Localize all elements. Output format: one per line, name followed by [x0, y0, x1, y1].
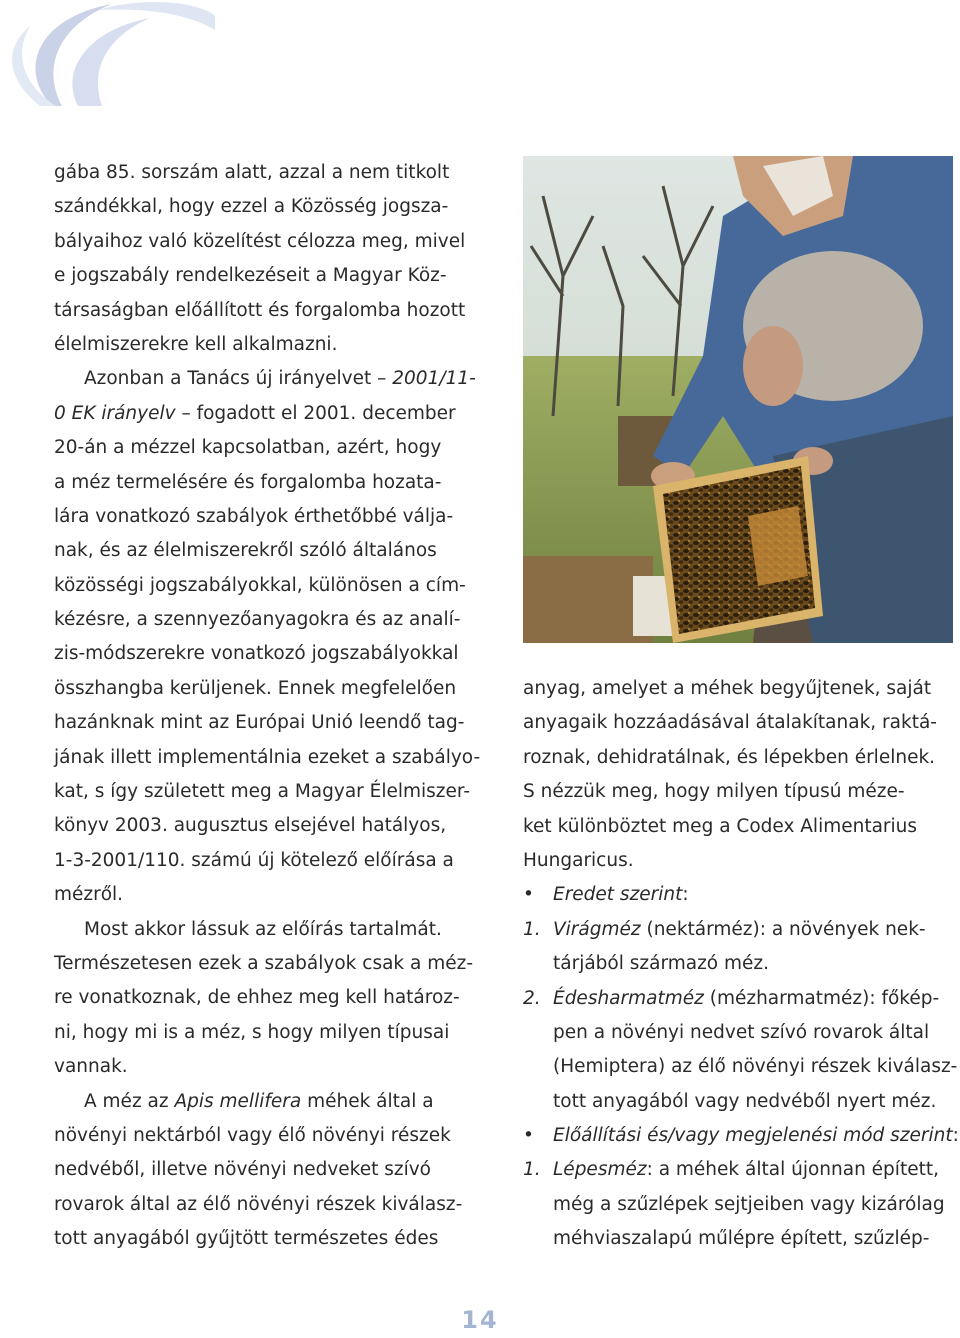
numbered-item: 1. Virágméz (nektárméz): a növények nek-	[523, 918, 926, 940]
text-line: kat, s így született meg a Magyar Élelmiszer-	[54, 781, 470, 803]
bullet-icon: •	[523, 884, 534, 906]
text-line: 0 EK irányelv – fogadott el 2001. december	[54, 402, 456, 424]
text-line: szándékkal, hogy ezzel a Közösség jogsza-	[54, 196, 449, 218]
text-line: tott anyagából vagy nedvéből nyert méz.	[553, 1090, 937, 1112]
text-line: tott anyagából gyűjtött természetes édes	[54, 1228, 439, 1250]
directive-number: 2001/11-	[392, 368, 476, 390]
species-name: Apis mellifera	[174, 1090, 302, 1112]
page-number: 14	[461, 1306, 499, 1334]
text-line: a méz termelésére és forgalomba hozata-	[54, 471, 442, 493]
text-line: hazánknak mint az Európai Unió leendő tag-	[54, 712, 465, 734]
numbered-item: 1. Lépesméz: a méhek által újonnan épített,	[523, 1159, 939, 1181]
text-line: bályaihoz való közelítést célozza meg, mivel	[54, 230, 466, 252]
text-line: még a szűzlépek sejtjeiben vagy kizárólag	[553, 1193, 945, 1215]
text-line: re vonatkoznak, de ehhez meg kell határoz-	[54, 987, 460, 1009]
text-line: A méz az Apis mellifera méhek által a	[84, 1090, 434, 1112]
text-line: rovarok által az élő növényi részek kiválasz-	[54, 1193, 463, 1215]
text-line: ket különböztet meg a Codex Alimentarius	[523, 815, 918, 837]
text-line: kézésre, a szennyezőanyagokra és az analí-	[54, 609, 461, 631]
bullet-item: • Előállítási és/vagy megjelenési mód szerint:	[523, 1119, 953, 1153]
bullet-item: • Eredet szerint:	[523, 878, 953, 912]
text-line: összhangba kerüljenek. Ennek megfelelően	[54, 677, 457, 699]
text-line: Most akkor lássuk az előírás tartalmát.	[84, 918, 442, 940]
text-line: élelmiszerekre kell alkalmazni.	[54, 333, 338, 355]
text-line: ni, hogy mi is a méz, s hogy milyen típusai	[54, 1021, 450, 1043]
text-line: könyv 2003. augusztus elsejével hatályos,	[54, 815, 447, 837]
publisher-logo	[0, 0, 215, 110]
text-line: társaságban előállított és forgalomba hozott	[54, 299, 466, 321]
bullet-icon: •	[523, 1125, 534, 1147]
numbered-item: 2. Édesharmatméz (mézharmatméz): főkép-	[523, 987, 940, 1009]
text-line: nak, és az élelmiszerekről szóló általános	[54, 540, 437, 562]
text-line: jának illett implementálnia ezeket a szabályo-	[54, 746, 481, 768]
text-line: anyagaik hozzáadásával átalakítanak, raktá-	[523, 712, 937, 734]
text-line: roznak, dehidratálnak, és lépekben érlelnek.	[523, 746, 936, 768]
text-line: méhviaszalapú műlépre épített, szűzlép-	[553, 1228, 930, 1250]
text-line: Természetesen ezek a szabályok csak a méz-	[54, 952, 474, 974]
text-line: vannak.	[54, 1056, 128, 1078]
text-line: gába 85. sorszám alatt, azzal a nem titkolt	[54, 162, 450, 183]
text-line: növényi nektárból vagy élő növényi részek	[54, 1124, 451, 1146]
text-line: e jogszabály rendelkezéseit a Magyar Köz-	[54, 265, 447, 287]
text-line: (Hemiptera) az élő növényi részek kiválasz-	[553, 1056, 958, 1078]
text-line: nedvéből, illetve növényi nedveket szívó	[54, 1159, 431, 1181]
text-line: mézről.	[54, 884, 124, 906]
left-column	[54, 156, 486, 1257]
beekeepers-photo	[523, 156, 953, 643]
right-column	[523, 672, 959, 1257]
text-line: közösségi jogszabályokkal, különösen a cím-	[54, 574, 466, 596]
text-line: tárjából származó méz.	[553, 953, 769, 975]
text-line: S nézzük meg, hogy milyen típusú méze-	[523, 781, 905, 803]
text-line: Hungaricus.	[523, 849, 634, 871]
text-line: 1-3-2001/110. számú új kötelező előírása a	[54, 849, 454, 871]
text-line: 20-án a mézzel kapcsolatban, azért, hogy	[54, 437, 442, 459]
text-line: lára vonatkozó szabályok érthetőbbé válja-	[54, 505, 454, 527]
text-line: Azonban a Tanács új irányelvet – 2001/11-	[84, 368, 476, 390]
directive-name: 0 EK irányelv	[54, 402, 176, 424]
text-line: pen a növényi nedvet szívó rovarok által	[553, 1021, 930, 1043]
text-line: anyag, amelyet a méhek begyűjtenek, saját	[523, 678, 932, 699]
text-line: zis-módszerekre vonatkozó jogszabályokkal	[54, 643, 459, 665]
